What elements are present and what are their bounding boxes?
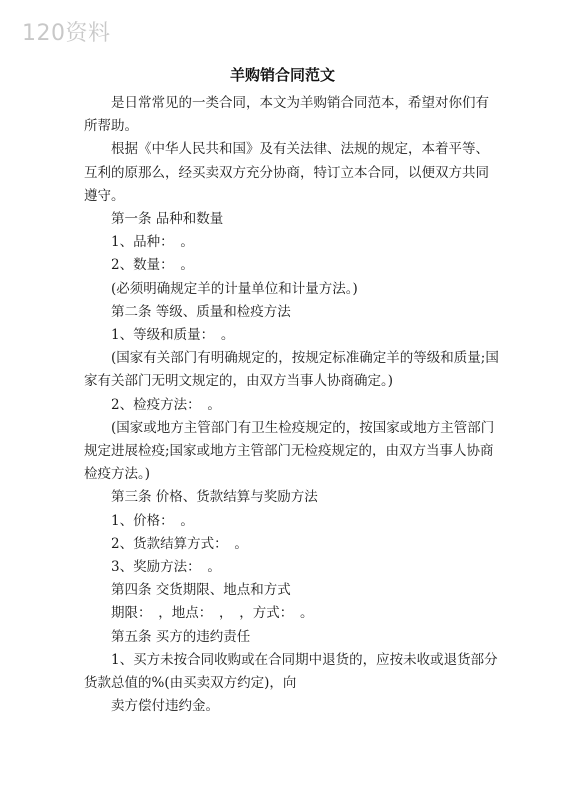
article-2-note-2: (国家或地方主管部门有卫生检疫规定的，按国家或地方主管部门规定进展检疫;国家或地方主管部门无检疫规定的，由双方当事人协商检疫方法。) [84,419,495,483]
article-1-note: (必须明确规定羊的计量单位和计量方法。) [111,280,358,297]
article-2-item-2: 2、检疫方法： 。 [111,396,221,413]
article-4-heading: 第四条 交货期限、地点和方式 [111,582,291,599]
article-5-heading: 第五条 买方的违约责任 [111,628,251,645]
basis-paragraph: 根据《中华人民共和国》及有关法律、法规的规定，本着平等、互利的原那么，经买卖双方充分协商，特订立本合同，以便双方共同遵守。 [84,141,489,204]
article-4-line: 期限： ，地点： ， ，方式： 。 [111,605,314,622]
article-1-item-1: 1、品种： 。 [111,234,194,251]
document-body [84,92,499,718]
article-3-item-2: 2、货款结算方式： 。 [111,535,248,552]
article-3-item-1: 1、价格： 。 [111,512,194,529]
article-1-item-2: 2、数量： 。 [111,257,194,274]
article-3-heading: 第三条 价格、货款结算与奖励方法 [111,489,318,506]
article-2-note-1: (国家有关部门有明确规定的，按规定标准确定羊的等级和质量;国家有关部门无明文规定的，由双方当事人协商确定。) [84,350,499,390]
watermark-logo: 120资料 [22,21,111,46]
article-5-item-1-cont: 卖方偿付违约金。 [111,698,219,715]
article-5-item-1: 1、买方未按合同收购或在合同期中退货的，应按未收或退货部分货款总值的%(由买卖双方约定)，向 [84,651,498,692]
document-title: 羊购销合同范文 [229,66,335,84]
article-3-item-3: 3、奖励方法： 。 [111,559,221,576]
article-2-heading: 第二条 等级、质量和检疫方法 [111,303,291,320]
intro-paragraph: 是日常常见的一类合同，本文为羊购销合同范本，希望对你们有所帮助。 [84,95,489,135]
article-1-heading: 第一条 品种和数量 [111,211,224,228]
article-2-item-1: 1、等级和质量： 。 [111,327,235,344]
